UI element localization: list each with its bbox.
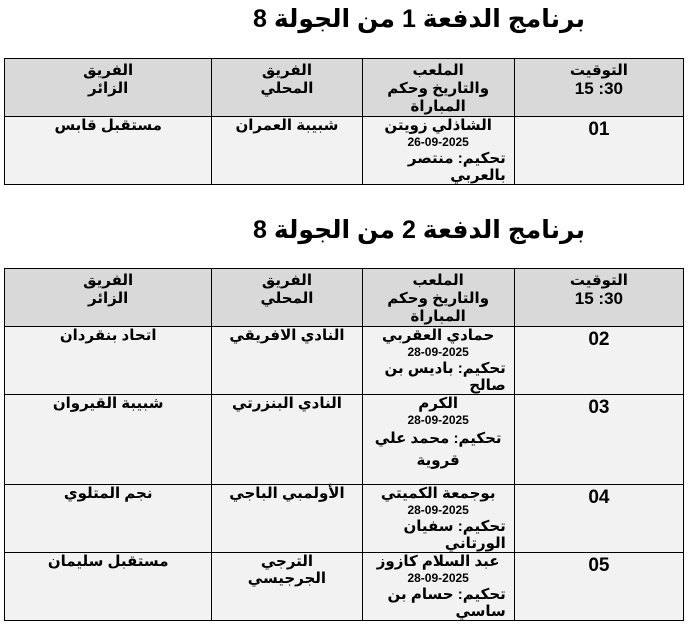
header-venue bbox=[362, 269, 514, 327]
header-time bbox=[514, 269, 683, 327]
table-row bbox=[5, 485, 684, 553]
header-home-team bbox=[212, 59, 362, 117]
match-venue: الشاذلي زويتن bbox=[384, 117, 492, 134]
header-time bbox=[514, 59, 683, 117]
home-team-cell bbox=[212, 117, 362, 185]
header-home-team bbox=[212, 269, 362, 327]
header-home-line1: الفريق bbox=[261, 62, 312, 79]
away-team-cell bbox=[5, 485, 212, 553]
home-team: النادي الافريقي bbox=[229, 327, 345, 344]
table-row bbox=[5, 553, 684, 621]
match-number: 01 bbox=[588, 119, 610, 140]
match-referee: تحكيم: سفيان الورتاني bbox=[403, 518, 506, 552]
match-date: 28-09-2025 bbox=[407, 345, 469, 359]
home-team: الأولمبي الباجي bbox=[229, 485, 345, 502]
home-team: النادي البنزرتي bbox=[231, 395, 342, 412]
match-number: 03 bbox=[588, 397, 610, 418]
header-away-line1: الفريق bbox=[83, 272, 134, 289]
header-away-team bbox=[5, 269, 212, 327]
match-venue: الكرم bbox=[418, 395, 459, 412]
match-number: 04 bbox=[588, 487, 610, 508]
batch-2-title: برنامج الدفعة 2 من الجولة 8 bbox=[253, 216, 585, 244]
home-team-cell bbox=[212, 485, 362, 553]
batch-1-schedule-table bbox=[4, 58, 684, 185]
match-referee: تحكيم: حسام بن ساسي bbox=[387, 586, 506, 620]
header-time-value: 15 :30 bbox=[574, 79, 623, 98]
header-home-line1: الفريق bbox=[261, 272, 312, 289]
header-venue-line1: الملعب bbox=[412, 272, 464, 289]
match-number-cell bbox=[514, 485, 683, 553]
home-team-cell bbox=[212, 553, 362, 621]
match-number: 02 bbox=[588, 329, 610, 350]
match-date: 26-09-2025 bbox=[407, 135, 469, 149]
away-team: مستقبل سليمان bbox=[47, 553, 169, 570]
home-team: شبيبة العمران bbox=[235, 117, 339, 134]
match-referee: تحكيم: باديس بن صالح bbox=[384, 360, 506, 394]
match-number: 05 bbox=[588, 555, 610, 576]
home-team-cell bbox=[212, 327, 362, 395]
table-row bbox=[5, 117, 684, 185]
match-venue: عبد السلام كازوز bbox=[376, 553, 500, 570]
away-team: اتحاد بنقردان bbox=[59, 327, 157, 344]
away-team-cell bbox=[5, 395, 212, 485]
batch-2-schedule-table bbox=[4, 268, 684, 621]
match-number-cell bbox=[514, 553, 683, 621]
match-date: 28-09-2025 bbox=[407, 571, 469, 585]
match-referee: تحكيم: منتصر بالعربي bbox=[407, 150, 506, 184]
match-date: 28-09-2025 bbox=[407, 503, 469, 517]
match-venue-cell bbox=[362, 395, 514, 485]
table-row bbox=[5, 327, 684, 395]
header-time-label: التوقيت bbox=[569, 62, 628, 79]
home-team-cell bbox=[212, 395, 362, 485]
header-away-team bbox=[5, 59, 212, 117]
match-number-cell bbox=[514, 327, 683, 395]
table-row bbox=[5, 395, 684, 485]
match-venue: حمادي العقربي bbox=[382, 327, 495, 344]
header-venue bbox=[362, 59, 514, 117]
batch-1-title: برنامج الدفعة 1 من الجولة 8 bbox=[253, 5, 585, 33]
away-team-cell bbox=[5, 553, 212, 621]
match-number-cell bbox=[514, 117, 683, 185]
match-venue: بوجمعة الكميتي bbox=[380, 485, 496, 502]
header-venue-line1: الملعب bbox=[412, 62, 464, 79]
away-team: مستقبل قابس bbox=[54, 117, 162, 134]
table-header-row bbox=[5, 59, 684, 117]
match-referee: تحكيم: محمد علي قروية bbox=[374, 430, 502, 469]
match-number-cell bbox=[514, 395, 683, 485]
header-time-value: 15 :30 bbox=[574, 289, 623, 308]
match-venue-cell bbox=[362, 553, 514, 621]
home-team: الترجي الجرجيسي bbox=[247, 553, 327, 587]
away-team-cell bbox=[5, 327, 212, 395]
away-team: شبيبة القيروان bbox=[52, 395, 164, 412]
away-team-cell bbox=[5, 117, 212, 185]
header-venue-line2: والتاريخ وحكم المباراة bbox=[387, 290, 490, 325]
match-venue-cell bbox=[362, 327, 514, 395]
header-home-line2: المحلي bbox=[260, 80, 314, 97]
header-venue-line2: والتاريخ وحكم المباراة bbox=[387, 80, 490, 115]
match-venue-cell bbox=[362, 485, 514, 553]
match-venue-cell bbox=[362, 117, 514, 185]
header-away-line2: الزائر bbox=[88, 290, 129, 307]
header-home-line2: المحلي bbox=[260, 290, 314, 307]
away-team: نجم المتلوي bbox=[63, 485, 153, 502]
header-away-line2: الزائر bbox=[88, 80, 129, 97]
table-header-row bbox=[5, 269, 684, 327]
match-date: 28-09-2025 bbox=[407, 413, 469, 427]
header-time-label: التوقيت bbox=[569, 272, 628, 289]
header-away-line1: الفريق bbox=[83, 62, 134, 79]
